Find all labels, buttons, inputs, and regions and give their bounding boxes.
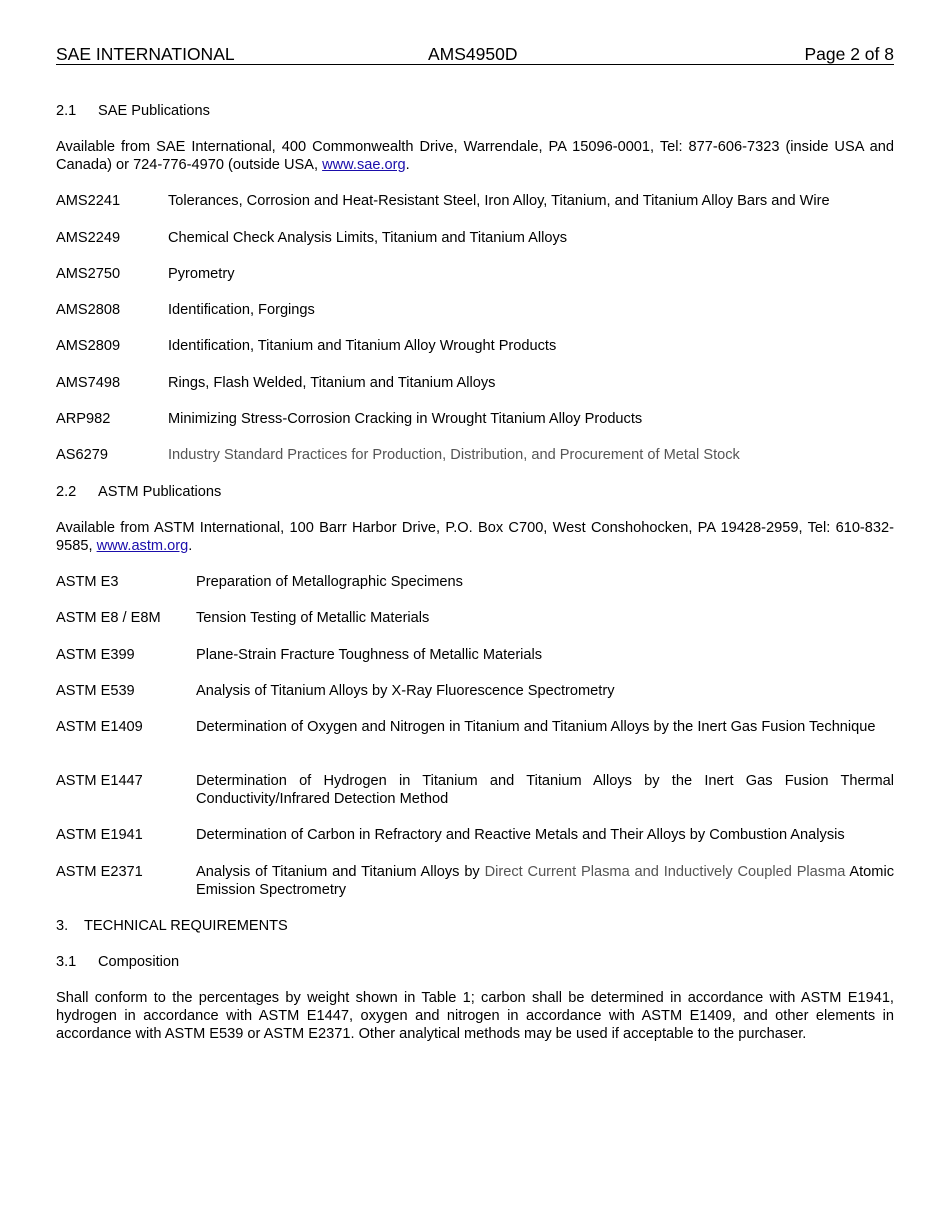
astm-website-link[interactable]: www.astm.org: [96, 538, 189, 554]
header-org: SAE INTERNATIONAL: [56, 44, 235, 64]
reference-code: AMS2750: [56, 266, 121, 282]
reference-code: AMS2808: [56, 302, 121, 318]
sae-availability-paragraph: [56, 138, 894, 174]
reference-title: Tension Testing of Metallic Materials: [196, 610, 430, 626]
reference-code: ASTM E1447: [56, 773, 143, 789]
sae-availability-end: .: [405, 157, 410, 173]
sae-availability-text: Available from SAE International, 400 Commonwealth Drive, Warrendale, PA 15096-0001, Tel: 877-606-7323 (inside USA and Canada) or 724-776-4970 (outside USA,: [56, 139, 894, 173]
sae-website-link[interactable]: www.sae.org: [322, 157, 406, 173]
section-heading-sae: [56, 102, 894, 120]
reference-code: AMS2241: [56, 193, 121, 209]
reference-code: AMS7498: [56, 375, 121, 391]
reference-title: Industry Standard Practices for Production, Distribution, and Procurement of Metal Stock: [168, 447, 740, 463]
reference-title: Chemical Check Analysis Limits, Titanium and Titanium Alloys: [168, 230, 568, 246]
section-heading-technical: [56, 917, 894, 935]
reference-title: Determination of Carbon in Refractory and Reactive Metals and Their Alloys by Combustion Analysis: [196, 827, 845, 843]
reference-code: ASTM E539: [56, 683, 135, 699]
header-page-number: Page 2 of 8: [804, 44, 894, 64]
reference-code: ARP982: [56, 411, 111, 427]
header-doc-number: AMS4950D: [428, 44, 518, 64]
reference-title: Rings, Flash Welded, Titanium and Titanium Alloys: [168, 375, 496, 391]
reference-title: Analysis of Titanium Alloys by X-Ray Fluorescence Spectrometry: [196, 683, 615, 699]
reference-code: ASTM E1941: [56, 827, 143, 843]
reference-title: Tolerances, Corrosion and Heat-Resistant Steel, Iron Alloy, Titanium, and Titanium Alloy Bars and Wire: [168, 193, 830, 209]
reference-code: AMS2249: [56, 230, 121, 246]
reference-code: ASTM E8 / E8M: [56, 610, 161, 626]
reference-code: AMS2809: [56, 338, 121, 354]
reference-title: Determination of Hydrogen in Titanium and Titanium Alloys by the Inert Gas Fusion Thermal Conductivity/Infrared Detection Method: [196, 773, 894, 807]
reference-title: Pyrometry: [168, 266, 235, 282]
section-heading-composition: [56, 953, 894, 971]
reference-code: ASTM E2371: [56, 864, 143, 880]
section-title: SAE Publications: [98, 103, 210, 119]
reference-title-part: Atomic Emission Spectrometry: [196, 864, 894, 898]
reference-code: AS6279: [56, 447, 108, 463]
section-heading-astm: [56, 483, 894, 501]
reference-title: Identification, Titanium and Titanium Alloy Wrought Products: [168, 338, 557, 354]
page-header: [56, 44, 894, 65]
reference-title: Identification, Forgings: [168, 302, 315, 318]
reference-title: Determination of Oxygen and Nitrogen in Titanium and Titanium Alloys by the Inert Gas Fusion Technique: [196, 719, 876, 735]
reference-code: ASTM E1409: [56, 719, 143, 735]
section-number: 2.1: [56, 103, 77, 119]
section-number: 3.1: [56, 954, 77, 970]
astm-availability-end: .: [188, 538, 193, 554]
reference-title: Preparation of Metallographic Specimens: [196, 574, 463, 590]
section-title: TECHNICAL REQUIREMENTS: [84, 918, 288, 934]
composition-paragraph: Shall conform to the percentages by weight shown in Table 1; carbon shall be determined in accordance with ASTM E1941, hydrogen in accordance with ASTM E1447, oxygen and nitrogen in accordance with ASTM E1409, and other elements in accordance with ASTM E539 or ASTM E2371. Other analytical methods may be used if acceptable to the purchaser.: [56, 990, 894, 1042]
section-number: 3.: [56, 918, 69, 934]
section-title: Composition: [98, 954, 180, 970]
reference-title: Minimizing Stress-Corrosion Cracking in Wrought Titanium Alloy Products: [168, 411, 643, 427]
reference-code: ASTM E3: [56, 574, 119, 590]
reference-code: ASTM E399: [56, 647, 135, 663]
reference-title: Plane-Strain Fracture Toughness of Metallic Materials: [196, 647, 543, 663]
reference-title-part: Direct Current Plasma and Inductively Coupled Plasma: [484, 864, 846, 880]
section-title: ASTM Publications: [98, 484, 222, 500]
astm-availability-text: Available from ASTM International, 100 Barr Harbor Drive, P.O. Box C700, West Conshohocken, PA 19428-2959, Tel: 610-832-9585,: [56, 520, 894, 554]
astm-availability-paragraph: [56, 519, 894, 555]
reference-title: [196, 863, 894, 899]
section-number: 2.2: [56, 484, 77, 500]
reference-title-part: Analysis of Titanium and Titanium Alloys by: [196, 864, 485, 880]
